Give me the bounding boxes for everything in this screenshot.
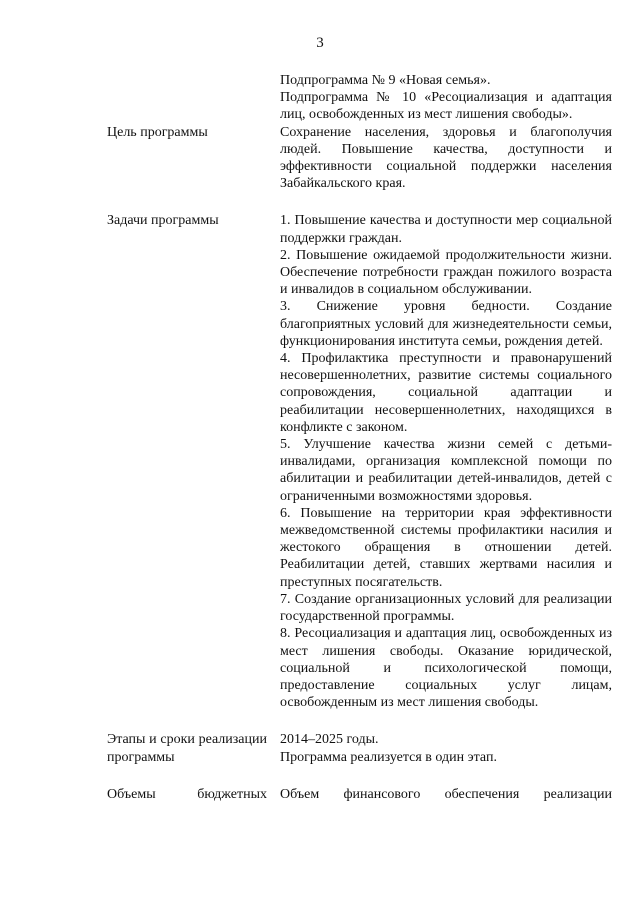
- budget-label: Объемы бюджетных: [107, 786, 267, 802]
- stages-value: [280, 731, 612, 765]
- tasks-row: [107, 212, 612, 711]
- subprogram-item: Подпрограмма № 10 «Ресоциализация и адаптация лиц, освобожденных из мест лишения свободы».: [280, 90, 612, 123]
- task-item: 3. Снижение уровня бедности. Создание благоприятных условий для жизнедеятельности семьи, функционирования института семьи, рождения детей.: [280, 299, 612, 349]
- stages-label: Этапы и сроки реализации программы: [107, 732, 267, 765]
- stages-note: Программа реализуется в один этап.: [280, 749, 497, 765]
- subprograms-row: [107, 72, 612, 124]
- goal-row: [107, 124, 612, 193]
- goal-text: Сохранение населения, здоровья и благополучия людей. Повышение качества, доступности и эффективности социальной поддержки населения Забайкальского края.: [280, 124, 612, 192]
- tasks-list: [280, 212, 612, 711]
- goal-label: Цель программы: [107, 124, 208, 140]
- budget-row: [107, 786, 612, 803]
- task-item: 4. Профилактика преступности и правонарушений несовершеннолетних, развитие системы социального сопровождения, социальной адаптации и реабилитации несовершеннолетних, находящихся в конфликте с законом.: [280, 351, 612, 435]
- task-item: 7. Создание организационных условий для реализации государственной программы.: [280, 591, 612, 625]
- stages-period: 2014–2025 годы.: [280, 732, 379, 748]
- budget-value: [280, 786, 612, 803]
- task-item: 5. Улучшение качества жизни семей с детьми-инвалидами, организация комплексной помощи по абилитации и реабилитации детей-инвалидов, детей с ограниченными возможностями здоровья.: [280, 437, 612, 504]
- task-item: 2. Повышение ожидаемой продолжительности жизни. Обеспечение потребности граждан пожилого возраста и инвалидов в социальном обслуживании.: [280, 247, 612, 298]
- stages-row: [107, 731, 612, 765]
- budget-text: Объем финансового обеспечения реализации: [280, 786, 612, 802]
- page-number: 3: [316, 35, 324, 51]
- task-item: 1. Повышение качества и доступности мер социальной поддержки граждан.: [280, 213, 612, 246]
- task-item: 8. Ресоциализация и адаптация лиц, освобожденных из мест лишения свободы. Оказание юридической, социальной и психологической помощи, предоставление социальных услуг лицам, освобожденным из мест лишения свободы.: [280, 626, 612, 711]
- subprograms-list: [280, 72, 612, 124]
- goal-value: [280, 124, 612, 193]
- task-item: 6. Повышение на территории края эффективности межведомственной системы профилактики насилия и жестокого обращения в отношении детей. Реабилитации детей, ставших жертвами насилия и преступных посягательств.: [280, 505, 612, 590]
- subprogram-item: Подпрограмма № 9 «Новая семья».: [280, 73, 491, 88]
- tasks-label: Задачи программы: [107, 213, 219, 229]
- program-passport-table: [107, 72, 612, 803]
